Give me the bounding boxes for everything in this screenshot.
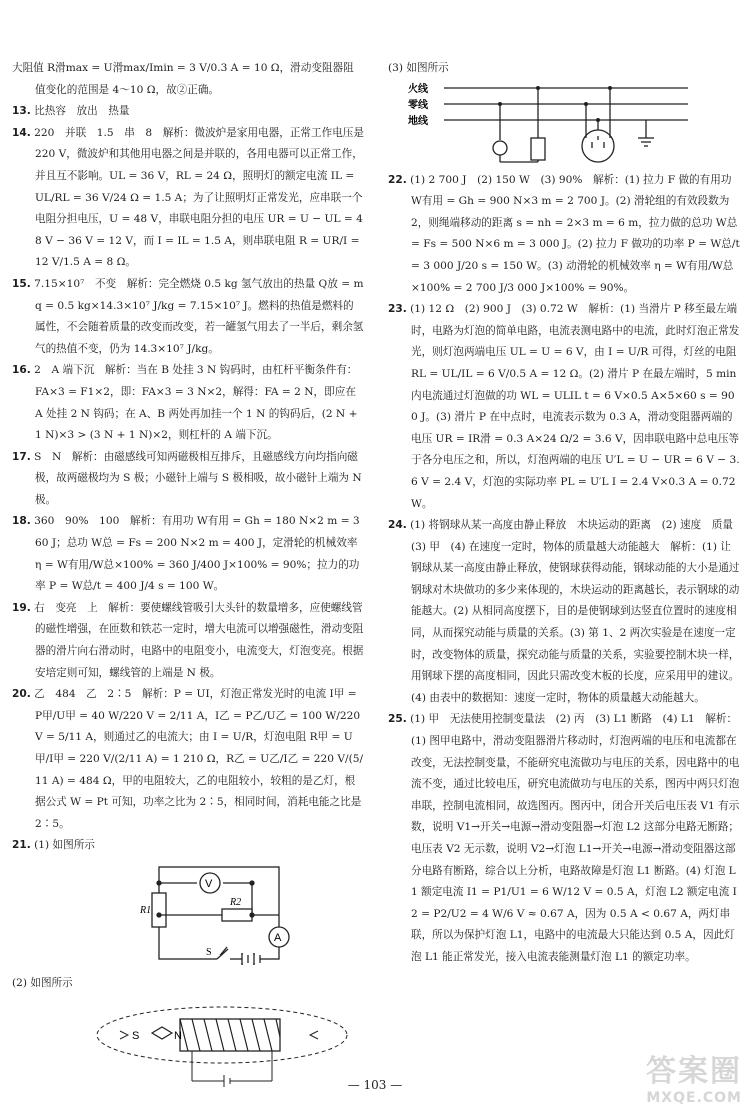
neutral-label: 零线: [408, 99, 428, 111]
entry-text: 7.15×10⁷ 不变 解析：完全燃烧 0.5 kg 氢气放出的热量 Q放 = mq = 0.5 kg×14.3×10⁷ J/kg = 7.15×10⁷ J。燃料的热值是燃料的属性，不会随着质量的改变而改变，若一罐氢气用去了一半后，剩余氢气的热值不变，仍为 14.3×10⁷ J/kg。: [34, 277, 364, 355]
ammeter-label: A: [274, 931, 282, 944]
entry-text: (1) 12 Ω (2) 900 J (3) 0.72 W 解析：(1) 当滑片 P 移至最左端时，电路为灯泡的简单电路，电流表测电路中的电流，此时灯泡正常发光，则灯泡两端电压 UL = U = 6 V，由 I = U/R 可得，灯丝的电阻 RL = UL/IL = 6 V/0.5 A = 12 Ω。(2) 滑片 P 在最左端时，5 min 内电流通过灯泡做的功 WL = ULIL t = 6 V×0.5 A×5×60 s = 900 J。(3) 滑片 P 在中点时，电流表示数为 0.3 A，滑动变阻器两端的电压 UR = IR滑 = 0.3 A×24 Ω/2 = 3.6 V，因串联电路中总电压等于各分电压之和，所以，灯泡两端的电压 U′L = U − UR = 6 V − 3.6 V = 2.4 V，灯泡的实际功率 PL = U′L I = 2.4 V×0.3 A = 0.72 W。: [410, 303, 740, 510]
compass-needle: [152, 1027, 172, 1039]
answer-18: [12, 511, 364, 597]
pole-s-label: S: [132, 1029, 140, 1042]
left-column: [12, 58, 364, 1101]
entry-number: 23.: [388, 303, 407, 316]
answer-17: [12, 447, 364, 512]
page-number: — 103 —: [347, 1078, 403, 1092]
watermark-title: 答案圈: [646, 1054, 742, 1089]
resistor-r2: [222, 909, 252, 921]
entry-text: 大阻值 R滑max = U滑max/Imin = 3 V/0.3 A = 10 Ω，滑动变阻器阻值变化的范围是 4～10 Ω，故②正确。: [12, 62, 354, 96]
household-circuit-figure: [388, 82, 740, 166]
watermark: [646, 1046, 742, 1106]
right-column: [388, 58, 744, 969]
socket: [582, 130, 614, 162]
entry-number: 25.: [388, 713, 407, 726]
circuit-diagram: [12, 859, 364, 969]
answer-22: [388, 170, 740, 300]
resistor-r1: [152, 893, 166, 927]
entry-text: (1) 甲 无法使用控制变量法 (2) 丙 (3) L1 断路 (4) L1 解析：(1) 图甲电路中，滑动变阻器滑片移动时，灯泡两端的电压和电流都在改变，无法控制变量，不能研究电流做功与电压的关系，因电路中的电流不变，通过比较电压，研究电流做功与电压的关系，图丙中两只灯泡串联，控制电流相同，故选图丙。图丙中，闭合开关后电压表 V1 有示数，说明 V1→开关→电源→滑动变阻器→灯泡 L2 这部分电路无断路；电压表 V2 无示数，说明 V2→灯泡 L1→开关→电源→滑动变阻器这部分电路有断路，综合以上分析，电路故障是灯泡 L1 断路。(4) 灯泡 L1 额定电流 I1 = P1/U1 = 6 W/12 V = 0.5 A，灯泡 L2 额定电流 I2 = P2/U2 = 4 W/6 V ≈ 0.67 A，因为 0.5 A < 0.67 A，两灯串联，所以为保护灯泡 L1，电路中的电流最大只能达到 0.5 A，因此灯泡 L1 能正常发光，接入电流表能测量灯泡 L1 的额定功率。: [410, 713, 740, 963]
entry-text: 乙 484 乙 2∶5 解析：P = UI，灯泡正常发光时的电流 I甲 = P甲/U甲 = 40 W/220 V = 2/11 A，I乙 = P乙/U乙 = 100 W/220 V = 5/11 A，则通过乙的电流大；由 I = U/R，灯泡电阻 R甲 = U甲/I甲 = 220 V/(2/11 A) = 1 210 Ω，R乙 = U乙/I乙 = 220 V/(5/11 A) = 484 Ω，甲的电阻较大，乙的电阻较小，较粗的是乙灯，根据公式 W = Pt 可知，功率之比为 2∶5，相同时间，消耗电能之比是 2∶5。: [34, 688, 364, 830]
wall-switch: [531, 138, 545, 160]
entry-text: (2) 如图所示: [12, 976, 73, 989]
entry-text: (1) 2 700 J (2) 150 W (3) 90% 解析：(1) 拉力 F 做的有用功 W有用 = Gh = 900 N×3 m = 2 700 J。(2) 滑轮组的有效段数为 2，则绳端移动的距离 s = nh = 2×3 m = 6 m，拉力做的总功 W总 = Fs = 500 N×6 m = 3 000 J。(2) 拉力 F 做功的功率 P = W总/t = 3 000 J/20 s = 150 W。(3) 动滑轮的机械效率 η = W有用/W总×100% = 2 700 J/3 000 J×100% = 90%。: [410, 173, 740, 294]
answer-20: [12, 684, 364, 835]
switch-label: S: [206, 946, 212, 958]
entry-text: (1) 如图所示: [34, 839, 95, 852]
entry-number: 20.: [12, 688, 31, 701]
answer-14: [12, 123, 364, 274]
entry-text: (3) 如图所示: [388, 62, 449, 74]
entry-number: 17.: [12, 450, 31, 463]
household-circuit-diagram: [388, 82, 740, 166]
entry-text: 2 A 端下沉 解析：当在 B 处挂 3 N 钩码时，由杠杆平衡条件有：FA×3 = F1×2，即：FA×3 = 3 N×2，解得：FA = 2 N，即应在 A 处挂 2 N 钩码；在 A、B 两处再加挂一个 1 N 的钩码后，(2 N + 1 N)×3 > (3 N + 1 N)×2，则杠杆的 A 端下沉。: [34, 364, 358, 442]
entry-text: 360 90% 100 解析：有用功 W有用 = Gh = 180 N×2 m = 360 J；总功 W总 = Fs = 200 N×2 m = 400 J，定滑轮的机械效率 η = W有用/W总×100% = 360 J/400 J×100% = 90%；拉力的功率 P = W总/t = 400 J/4 s = 100 W。: [34, 515, 360, 593]
entry-number: 19.: [12, 601, 31, 614]
answer-16: [12, 360, 364, 446]
entry-number: 15.: [12, 277, 31, 290]
entry-number: 14.: [12, 126, 31, 139]
watermark-url: MXQE.COM: [646, 1090, 742, 1106]
answer-19: [12, 598, 364, 684]
live-label: 火线: [408, 83, 428, 95]
pole-n-label: N: [174, 1029, 182, 1042]
circuit-figure: [12, 859, 364, 969]
entry-number: 13.: [12, 105, 31, 118]
entry-text: 220 并联 1.5 串 8 解析：微波炉是家用电器，正常工作电压是 220 V，微波炉和其他用电器之间是并联的，各用电器可以正常工作，并且互不影响。UL = 36 V，RL = 24 Ω，照明灯的额定电流 IL = UL/RL = 36 V/24 Ω = 1.5 A；为了让照明灯正常发光，应串联一个电阻分担电压，U = 48 V，串联电阻分担的电压 UR = U − UL = 48 V − 36 V = 12 V，而 I = IL = 1.5 A，则串联电阻 R = UR/I = 12 V/1.5 A = 8 Ω。: [34, 126, 364, 269]
answer-23: [388, 299, 740, 515]
entry-text: S N 解析：由磁感线可知两磁极相互排斥，且磁感线方向均指向磁极，故两磁极均为 S 极；小磁针上端与 S 极相吸，故小磁针上端为 N 极。: [34, 450, 362, 506]
entry-text: (1) 将钢球从某一高度由静止释放 木块运动的距离 (2) 速度 质量 (3) 甲 (4) 在速度一定时，物体的质量越大动能越大 解析：(1) 让钢球从某一高度由静止释放，使钢球获得动能，钢球动能的大小是通过钢球对木块做功的多少来体现的，木块运动的距离越长，表示钢球的动能越大。(2) 从相同高度摆下，目的是使钢球到达竖直位置时的速度相同，从而探究动能与质量的关系。(3) 第 1、2 两次实验是在速度一定时，改变物体的质量，探究动能与质量的关系，实验要控制木块一样，用钢球下摆的高度相同，因此只需改变木板的长度，应采用甲的建议。(4) 由表中的数据知：速度一定时，物体的质量越大动能越大。: [410, 519, 744, 704]
answer-21-part2: [12, 973, 364, 995]
answer-continuation: [12, 58, 364, 101]
r1-label: R1: [140, 904, 152, 916]
voltmeter-label: V: [205, 877, 213, 890]
lamp: [493, 141, 507, 155]
answer-21-part3: [388, 58, 740, 80]
r2-label: R2: [230, 896, 242, 908]
answer-25: [388, 709, 740, 968]
entry-text: 右 变亮 上 解析：要使螺线管吸引大头针的数量增多，应使螺线管的磁性增强，在匝数和铁芯一定时，增大电流可以增强磁性，滑动变阻器的滑片向右滑动时，电路中的电阻变小，电流变大，灯泡变亮。根据安培定则可知，螺线管的上端是 N 极。: [34, 601, 364, 679]
entry-number: 18.: [12, 515, 31, 528]
entry-number: 21.: [12, 839, 31, 852]
ground-label: 地线: [408, 115, 428, 127]
answer-24: [388, 515, 744, 709]
answer-21: [12, 835, 364, 857]
entry-number: 24.: [388, 519, 407, 532]
entry-number: 22.: [388, 173, 407, 186]
answer-13: [12, 101, 364, 123]
answer-15: [12, 274, 364, 360]
entry-number: 16.: [12, 364, 31, 377]
entry-text: 比热容 放出 热量: [34, 105, 130, 118]
